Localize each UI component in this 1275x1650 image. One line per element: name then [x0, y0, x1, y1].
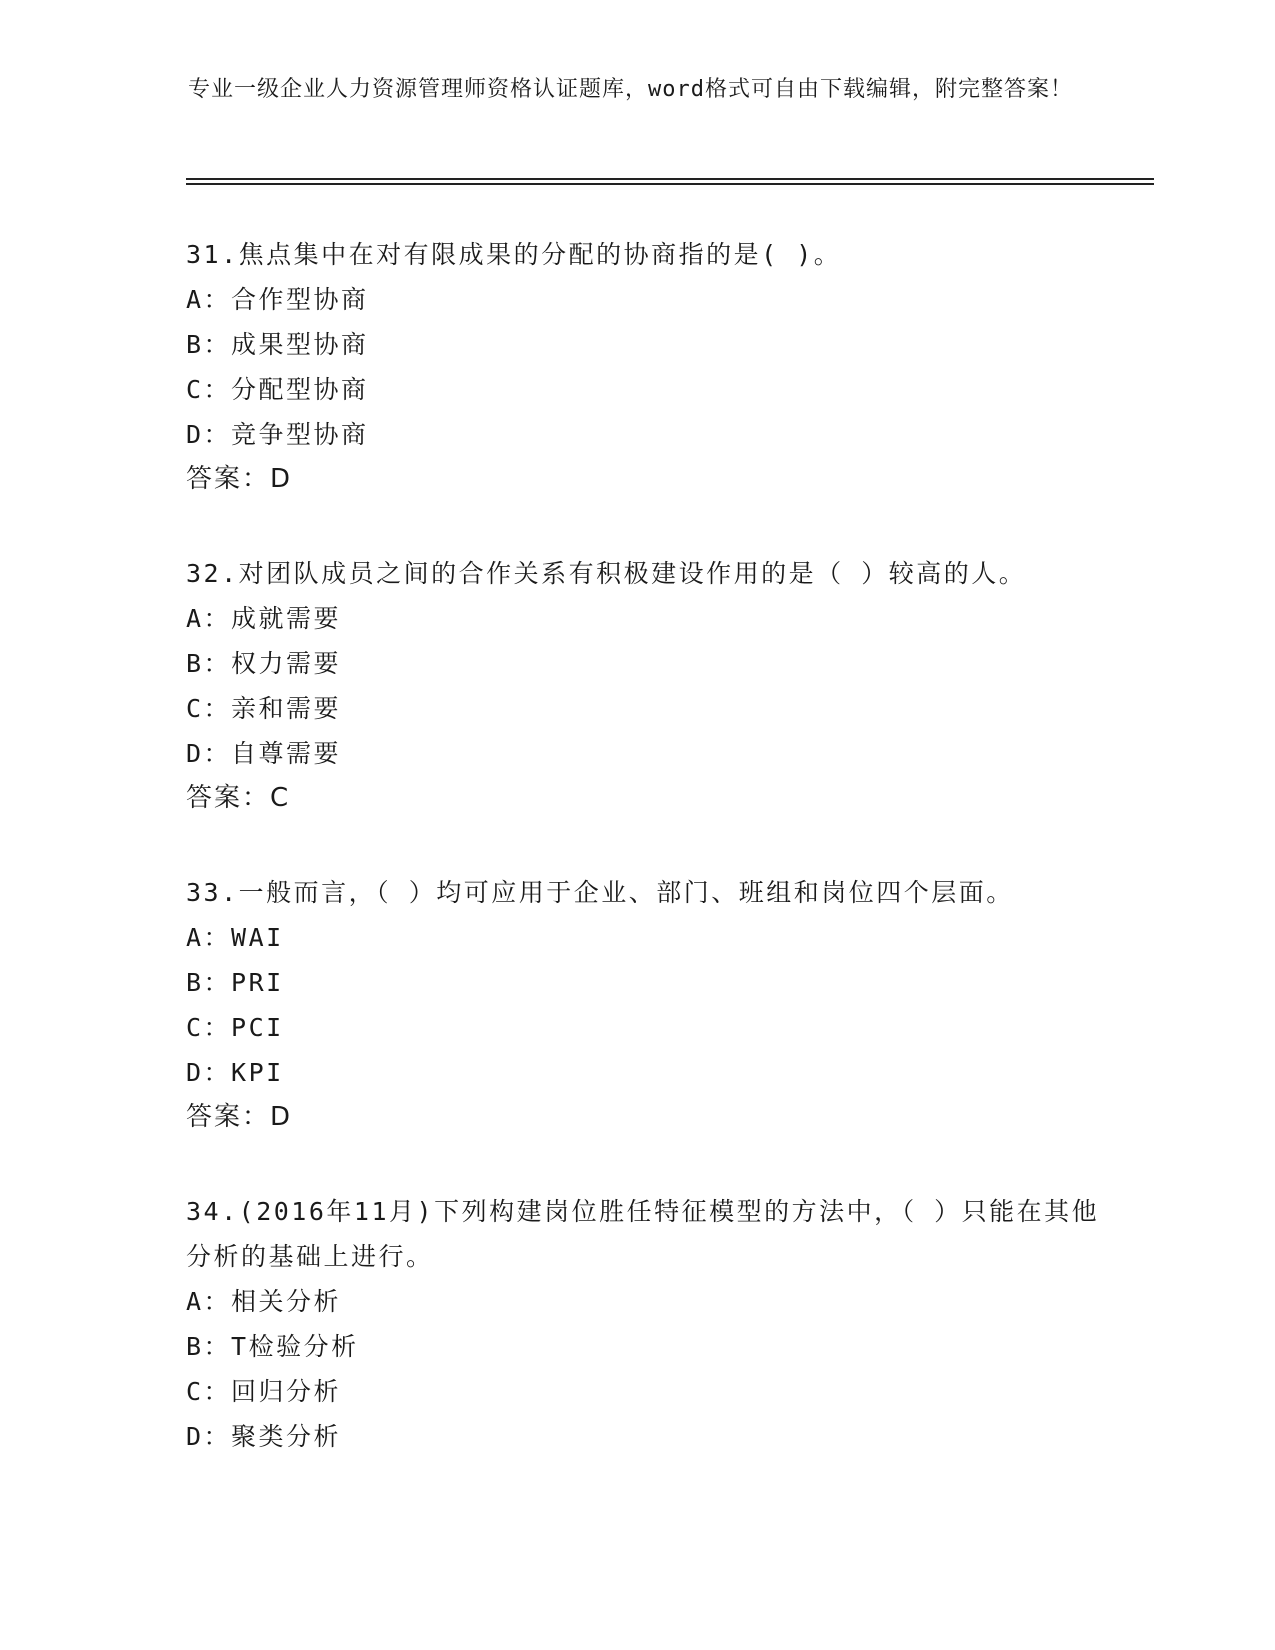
question-stem: 32.对团队成员之间的合作关系有积极建设作用的是（ ）较高的人。 [186, 559, 1027, 588]
option-b: B：权力需要 [186, 649, 342, 678]
option-b: B：T检验分析 [186, 1332, 359, 1361]
option-a: A：成就需要 [186, 604, 342, 633]
option-d: D：聚类分析 [186, 1422, 342, 1451]
question-32 [186, 551, 1106, 821]
answer-line: 答案：D [186, 464, 293, 494]
option-c: C：分配型协商 [186, 375, 369, 404]
option-a: A：合作型协商 [186, 285, 369, 314]
question-34 [186, 1189, 1106, 1459]
option-c: C：PCI [186, 1013, 284, 1042]
option-c: C：回归分析 [186, 1377, 342, 1406]
answer-line: 答案：C [186, 783, 291, 813]
option-a: A：WAI [186, 923, 284, 952]
document-header: 专业一级企业人力资源管理师资格认证题库，word格式可自由下载编辑，附完整答案！ [188, 77, 1073, 102]
option-c: C：亲和需要 [186, 694, 342, 723]
header-divider-bottom [186, 183, 1154, 185]
option-d: D：自尊需要 [186, 739, 342, 768]
option-d: D：竞争型协商 [186, 420, 369, 449]
option-b: B：成果型协商 [186, 330, 369, 359]
question-33 [186, 870, 1106, 1140]
header-divider-top [186, 178, 1154, 180]
question-stem: 34.(2016年11月)下列构建岗位胜任特征模型的方法中，（ ）只能在其他分析的基础上进行。 [186, 1197, 1100, 1271]
option-b: B：PRI [186, 968, 284, 997]
option-d: D：KPI [186, 1058, 284, 1087]
question-stem: 31.焦点集中在对有限成果的分配的协商指的是( )。 [186, 240, 842, 269]
option-a: A：相关分析 [186, 1287, 342, 1316]
question-stem: 33.一般而言，（ ）均可应用于企业、部门、班组和岗位四个层面。 [186, 878, 1014, 907]
answer-line: 答案：D [186, 1102, 293, 1132]
question-31 [186, 232, 1106, 502]
